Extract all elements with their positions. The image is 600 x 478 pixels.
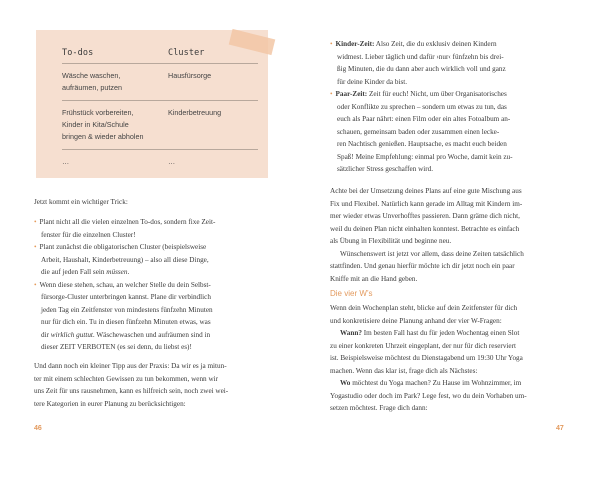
todo-cluster-card xyxy=(36,30,268,178)
bullet-icon: • xyxy=(34,280,37,289)
category-list: • Kinder-Zeit: Also Zeit, die du exklusiv deinen Kindern widmest. Lieber täglich und dafür ›nur‹ fünfzehn bis drei- ßig Minuten, die du dann aber auch wirklich voll und ganz für deine Kinder da bist. • Paar-Zeit: Zeit für euch! Nicht, um über Organisatorisches oder Konflikte zu sprechen – sondern um etwas zu tun, das euch als Paar nährt: einen Film oder ein altes Fotoalbum an- schauen, gemeinsam baden oder zusammen einen lecke- ren Nachtisch genießen. Hauptsache, es macht euch beiden Spaß! Meine Empfehlung: einmal pro Woche, damit kein zu- sätzlicher Stress geschaffen wird. xyxy=(330,40,513,173)
intro-text: Jetzt kommt ein wichtiger Trick: xyxy=(34,198,128,206)
list-item: • Plant zunächst die obligatorischen Cluster (beispielsweise xyxy=(34,243,207,251)
todo-cell: Wäsche waschen, aufräumen, putzen xyxy=(62,71,122,92)
bullet-icon: • xyxy=(34,243,37,251)
cluster-cell: … xyxy=(168,157,176,166)
right-page xyxy=(300,0,600,478)
bullet-icon: • xyxy=(330,40,333,48)
row-divider xyxy=(62,149,258,150)
cluster-header: Cluster xyxy=(168,48,205,58)
todo-cell: … xyxy=(62,157,70,166)
four-w-paragraph: Wenn dein Wochenplan steht, blicke auf dein Zeitfenster für dich und konkretisiere deine Planung anhand der vier W-Fragen: Wann? Im besten Fall hast du für jeden Wochentag einen Slot zu einer konkreten Uhrzeit eingeplant, der nur für dich reserviert ist. Beispielsweise möchtest du Dienstagabend um 19:30 Uhr Yoga machen. Wenn das klar ist, frage dich als Nächstes: Wo möchtest du Yoga machen? Zu Hause im Wohnzimmer, im Yogastudio oder doch im Park? Lege fest, wo du dein Vorhaben um- setzen möchtest. Frage dich dann: xyxy=(330,304,527,412)
cluster-cell: Hausfürsorge xyxy=(168,71,212,80)
row-divider xyxy=(62,100,258,101)
header-divider xyxy=(62,63,258,64)
bullet-icon: • xyxy=(330,90,333,98)
list-item: • Paar-Zeit: Zeit für euch! Nicht, um über Organisatorisches xyxy=(330,90,507,98)
list-item: • Plant nicht all die vielen einzelnen To-dos, sondern fixe Zeit- xyxy=(34,218,216,226)
todos-header: To-dos xyxy=(62,48,94,58)
cluster-cell: Kinderbetreuung xyxy=(168,108,222,117)
page-number-left: 46 xyxy=(34,425,42,432)
page-number-right: 47 xyxy=(556,425,564,432)
section-heading: Die vier W’s xyxy=(330,289,373,298)
list-item: • Kinder-Zeit: Also Zeit, die du exklusiv deinen Kindern xyxy=(330,40,497,48)
tip-paragraph: Und dann noch ein kleiner Tipp aus der Praxis: Da wir es ja mitun- ter mit einem schlechten Gewissen zu tun bekommen, wenn wir uns Zeit für uns rausnehmen, kann es hilfreich sein, noch zwei wei- tere Kategorien in eurer Planung zu berücksichtigen: xyxy=(34,362,229,408)
todo-cell: Frühstück vorbereiten, Kinder in Kita/Schule bringen & wieder abholen xyxy=(62,108,144,141)
bullet-icon: • xyxy=(34,218,37,226)
list-item: • Wenn diese stehen, schau, an welcher Stelle du dein Selbst- xyxy=(34,280,211,289)
mix-paragraph: Achte bei der Umsetzung deines Plans auf eine gute Mischung aus Fix und Flexibel. Natürlich kann gerade im Alltag mit Kindern im- mer wieder etwas Unverhofftes passieren. Dann gräme dich nicht, weil du deinen Plan nicht einhalten konntest. Betrachte es einfach als Übung in Flexibilität und beginne neu. Wünschenswert ist jetzt vor allem, dass deine Zeiten tatsächlich stattfinden. Und genau hierfür möchte ich dir jetzt noch ein paar Kniffe mit an die Hand geben. xyxy=(330,187,524,283)
bullet-list: • Plant nicht all die vielen einzelnen To-dos, sondern fixe Zeit- fenster für die einzelnen Cluster! • Plant zunächst die obligatorischen Cluster (beispielsweise Arbeit, Haushalt, Kinderbetreuung) – also all diese Dinge, die auf jeden Fall sein müssen. • Wenn diese stehen, schau, an welcher Stelle du dein Selbst- fürsorge-Cluster unterbringen kannst. Plane dir verbindlich jeden Tag ein Zeitfenster von mindestens fünfzehn Minuten nur für dich ein. Tu in diesen fünfzehn Minuten etwas, was dir wirklich guttut. Wäschewaschen und aufräumen sind in dieser ZEIT VERBOTEN (es sei denn, du liebst es)! xyxy=(34,218,216,351)
